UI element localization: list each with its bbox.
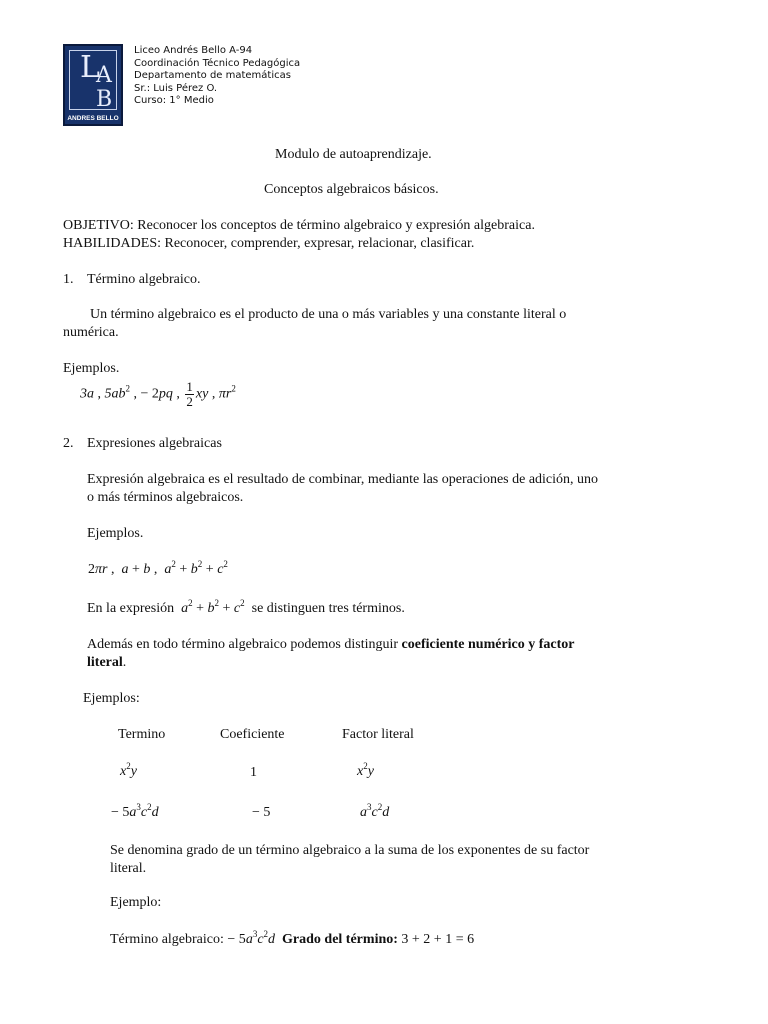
- course: Curso: 1° Medio: [134, 95, 214, 106]
- expression-suffix: se distinguen tres términos.: [251, 601, 405, 616]
- examples2-label: Ejemplos:: [83, 691, 140, 706]
- section-1-definition-line2: numérica.: [63, 325, 119, 340]
- table-row-2-literal: $a^3c^2d$: [360, 802, 390, 820]
- header-info: [134, 45, 300, 108]
- term-label: Término algebraico:: [110, 932, 224, 947]
- section-2-title: Expresiones algebraicas: [87, 436, 222, 451]
- degree-definition-line1: Se denomina grado de un término algebraico a la suma de los exponentes de su factor: [110, 843, 590, 858]
- school-name: Liceo Andrés Bello A-94: [134, 45, 253, 56]
- logo-letters: L A B: [80, 50, 113, 112]
- coordination: Coordinación Técnico Pedagógica: [134, 57, 301, 69]
- section-2-definition-line1: Expresión algebraica es el resultado de combinar, mediante las operaciones de adición, uno: [87, 472, 599, 487]
- also-prefix: Además en todo término algebraico podemos distinguir: [87, 637, 399, 652]
- degree-definition-line2: literal.: [110, 861, 147, 876]
- logo-frame: [69, 50, 117, 110]
- section-1-examples-label: Ejemplos.: [63, 361, 120, 376]
- section-1-title: Término algebraico.: [87, 272, 201, 287]
- section-2-examples-label: Ejemplos.: [87, 526, 144, 541]
- department: Departamento de matemáticas: [134, 70, 291, 81]
- expression-sentence: En la expresión $a^2 + b^2 + c^2$ se distinguen tres términos.: [87, 598, 405, 616]
- logo-name: ANDRES BELLO: [67, 115, 119, 122]
- section-2-examples-math: 2πr , a + b , $a^2 + b^2 + c^2$: [88, 559, 228, 577]
- table-header-literal: Factor literal: [342, 727, 414, 742]
- school-logo: [63, 44, 123, 126]
- section-2-number: 2.: [63, 436, 74, 451]
- module-title: Modulo de autoaprendizaje.: [275, 147, 432, 162]
- table-row-1-term: $x^2y$: [120, 761, 137, 779]
- grade-label: Grado del término:: [282, 932, 398, 947]
- section-1-definition-line1: Un término algebraico es el producto de una o más variables y una constante literal o: [90, 307, 567, 322]
- degree-example-label: Ejemplo:: [110, 895, 162, 910]
- document-title: Conceptos algebraicos básicos.: [264, 182, 439, 197]
- table-header-coefficient: Coeficiente: [220, 727, 285, 742]
- skills: HABILIDADES: Reconocer, comprender, expresar, relacionar, clasificar.: [63, 236, 475, 251]
- degree-example: Término algebraico: − $5a^3c^2d$ Grado del término: 3 + 2 + 1 = 6: [110, 929, 475, 947]
- coefficient-sentence-line1: [87, 637, 575, 653]
- expression-prefix: En la expresión: [87, 601, 175, 616]
- table-row-1-literal: $x^2y$: [357, 761, 374, 779]
- also-end: .: [122, 655, 127, 670]
- section-1-examples-math: 3a , $5ab^2$ , − 2pq , $\frac{1}{2}$ xy , $\pi r^2$: [80, 379, 236, 409]
- also-bold-line2: literal: [87, 655, 123, 670]
- also-bold-line1: coeficiente numérico y factor: [401, 637, 575, 652]
- table-row-1-coefficient: 1: [250, 765, 257, 780]
- table-row-2-term: − $5a^3c^2d$: [111, 802, 159, 820]
- table-header-term: Termino: [118, 727, 166, 742]
- table-row-2-coefficient: − 5: [252, 805, 271, 820]
- coefficient-sentence-line2: [87, 655, 126, 671]
- teacher: Sr.: Luis Pérez O.: [134, 82, 218, 94]
- section-1-number: 1.: [63, 272, 74, 287]
- objective: OBJETIVO: Reconocer los conceptos de término algebraico y expresión algebraica.: [63, 218, 535, 233]
- section-2-definition-line2: o más términos algebraicos.: [87, 490, 244, 505]
